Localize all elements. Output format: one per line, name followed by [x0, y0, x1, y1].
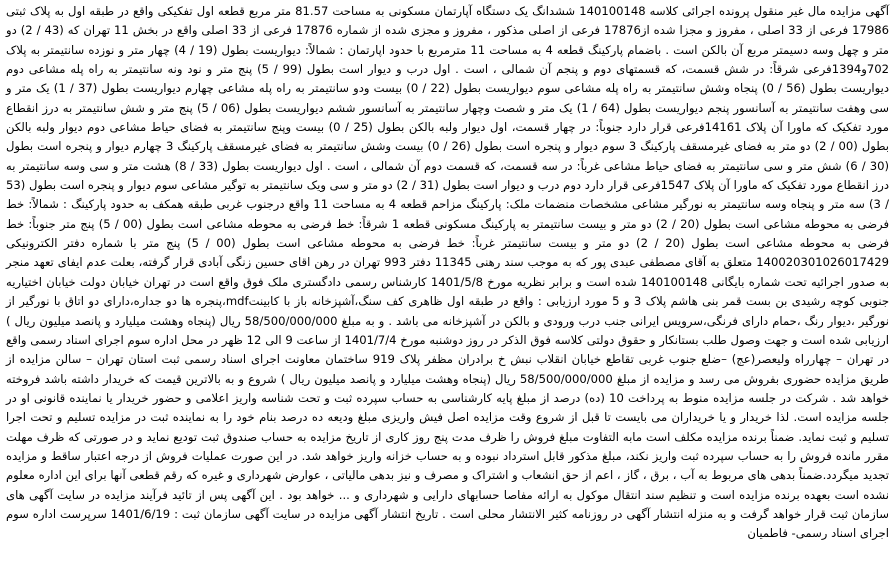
notice-body-text: آگهی مزایده مال غیر منقول پرونده اجرائی کلاسه 140100148 ششدانگ یک دستگاه آپارتمان مسکونی به مساحت 81.57 متر مربع قطعه اول تفکیکی واقع در طبقه اول به پلاک ثبتی 17986 فرعی از 33 اصلی ، مفروز و مجزا شده از17876 فرعی از اصلی مذکور ، مفروز و مجزی شده از شماره 17876 فرعی از 33 اصلی واقع در بخش 11 تهران که (43 / 2) دو متر و چهل وسه دسیمتر مربع آن بالکن است . باضمام پارکینگ قطعه 4 به مساحت 11 مترمربع با حدود اپارتمان : شمالاً: دیواریست بطول (19 / 4) چهار متر و نوزده سانتیمتر به پلاک 702و1394فرعی شرقاً: در شش قسمت، که قسمتهای دوم و پنجم آن شمالی ، است . اول درب و دیوار است بطول (99 / 5) پنج متر و نود ونه سانتیمتر به راه پله مشاعی دوم دیواریست بطول (56 / 0) پنجاه وشش سانتیمتر به راه پله مشاعی سوم دیواریست بطول (22 / 0) بیست ودو سانتیمتر به راه پله مشاعی چهارم دیواریست بطول (37 / 1) یک متر و سی وهفت سانتیمتر به آسانسور پنجم دیواریست بطول (64 / 1) یک متر و شصت وچهار سانتیمتر به آسانسور ششم دیواریست بطول (06 / 5) پنج متر و شش سانتیمتر به درز انقطاع مورد تفکیک که ماورا آن پلاک 14161فرعی قرار دارد جنوباً: در چهار قسمت، اول دیوار ولبه بالکن بطول (25 / 0) بیست وپنج سانتیمتر به فضای حیاط مشاعی دوم دیوار ولبه بالکن بطول (00 / 2) دو متر به فضای غیرمسقف پارکینگ 3 سوم دیوار و پنجره است بطول (26 / 0) بیست وشش سانتیمتر به فضای غیرمسقف پارکینگ 3 چهارم دیوار و پنجره است بطول (30 / 6) شش متر و سی سانتیمتر به فضای حیاط مشاعی غرباً: در سه قسمت، که قسمت دوم آن شمالی ، است . اول دیواریست بطول (33 / 8) هشت متر و سی وسه سانتیمتر به درز انقطاع مورد تفکیک که ماورا آن پلاک 1547فرعی قرار دارد دوم درب و دیوار است بطول (31 / 2) دو متر و سی ویک سانتیمتر به توگیر مشاعی سوم دیوار و پنجره است بطول (53 / 3) سه متر و پنجاه وسه سانتیمتر به نورگیر مشاعی مشخصات منضمات ملک: پارکینگ مزاحم قطعه 4 به مساحت 11 واقع درجنوب غربی طبقه همکف به حدود پارکینگ : شمالاً: خط فرضی به محوطه مشاعی است بطول (20 / 2) دو متر و بیست سانتیمتر به پارکینگ مسکونی قطعه 1 شرقاً: خط فرضی به محوطه مشاعی است بطول (00 / 5) پنج متر جنوباً: خط فرضی به محوطه مشاعی است بطول (20 / 2) دو متر و بیست سانتیمتر غرباً: خط فرضی به محوطه مشاعی است بطول (00 / 5) پنج متر با شماره دفتر الکترونیکی 140020301026017429 متعلق به آقای مصطفی عبدی پور که به موجب سند رهنی 11345 دفتر 993 تهران در رهن اقای حسین زنگی آبادی قرار گرفته، بعلت عدم ایفای تعهد منجر به صدور اجرائیه تحت شماره بایگانی 140100148 شده است و برابر نظریه مورخ 1401/5/8 کارشناس رسمی دادگستری ملک فوق واقع است در تهران خیابان دولت خیابان اختیاریه جنوبی کوچه رشیدی بن بست قمر بنی هاشم پلاک 3 و 5 مورد ارزیابی : واقع در طبقه اول ظاهری کف سنگ،آشپزخانه باز با کابینتmdf،پنجره ها دو جداره،دارای دو اتاق با نورگیر از نورگیر ،دیوار رنگ ،حمام دارای فرنگی،سرویس ایرانی جنب درب ورودی و بالکن در آشپزخانه می باشد . و به مبلغ 58/500/000/000 ریال (پنجاه وهشت میلیارد و پانصد میلیون ریال ) ارزیابی شده است و جهت وصول طلب بستانکار و حقوق دولتی کلاسه فوق الذکر در روز دوشنبه مورخ 1401/7/4 از ساعت 9 الی 12 ظهر در محل اداره سوم اجرای اسناد رسمی واقع در تهران – چهارراه ولیعصر(عج) –ضلع جنوب غربی تقاطع خیابان انقلاب نبش خ برادران مظفر پلاک 919 ساختمان معاونت اجرای اسناد رسمی ثبت استان تهران – سالن مزایده از طریق مزایده حضوری بفروش می رسد و مزایده از مبلغ 58/500/000/000 ریال (پنجاه وهشت میلیارد و پانصد میلیون ریال ) شروع و به بالاترین قیمت که خریدار داشته باشد فروخته خواهد شد . شرکت در جلسه مزایده منوط به پرداخت 10 (ده) درصد از مبلغ پایه کارشناسی به حساب سپرده ثبت و تحت شناسه واریز اعلامی و حضور خریدار یا نماینده قانونی او در جلسه مزایده است. لذا خریدار و یا خریداران می بایست تا قبل از شروع وقت مزایده اصل فیش واریزی مبلغ ودیعه ده درصد بنام خود را به نماینده ثبت در مزایده تسلیم و تحت اجرا تسلیم و ثبت نماید. ضمناً برنده مزایده مکلف است مابه التفاوت مبلغ فروش را ظرف مدت پنج روز کاری از تاریخ مزایده به حساب صندوق ثبت تودیع نماید و در صورتی که ظرف مهلت مقرر مانده فروش را به حساب سپرده ثبت واریز نکند، مبلغ مذکور قابل استرداد نبوده و به حساب خزانه واریز خواهد شد. در این صورت عملیات فروش از درجه اعتبار ساقط و مزایده تجدید میگردد.ضمناً بدهی های مربوط به آب ، برق ، گاز ، اعم از حق انشعاب و اشتراک و مصرف و نیز بدهی مالیاتی ، عوارض شهرداری و غیره که رقم قطعی آنها برای این اداره معلوم نشده است بعهده برنده مزایده است و تنظیم سند انتقال موکول به ارائه مفاصا حسابهای دارایی و شهرداری و ... خواهد بود . این آگهی پس از تائید فرآیند مزایده در سایت آگهی های سازمان ثبت قرار خواهد گرفت و به منزله انتشار آگهی در روزنامه کثیر الانتشار محلی است . تاریخ انتشار آگهی مزایده در سایت آگهی سازمان ثبت : 1401/6/19 سرپرست اداره سوم اجرای اسناد رسمی- فاطمیان	[6, 4, 890, 541]
